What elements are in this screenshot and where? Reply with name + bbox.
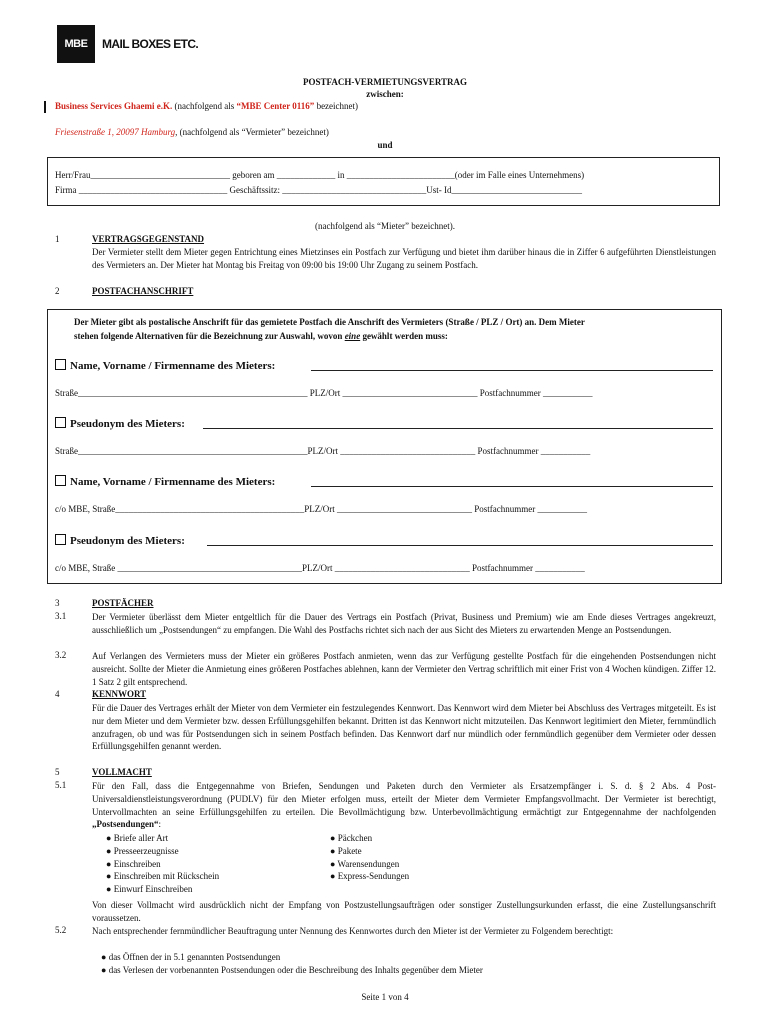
mbe-logo-text: MAIL BOXES ETC. bbox=[102, 37, 199, 51]
section-title: VOLLMACHT bbox=[92, 767, 152, 777]
tenant-line-company[interactable]: Firma _________________________________ Geschäftssitz: ________________________________Ust- Id_____________________________ bbox=[55, 185, 582, 195]
box-intro-line2: stehen folgende Alternativen für die Bezeichnung zur Auswahl, wovon eine gewählt werden muss: bbox=[74, 331, 448, 341]
page-number: Seite 1 von 4 bbox=[361, 992, 409, 1002]
section-number: 3 bbox=[55, 598, 60, 608]
and-label: und bbox=[377, 140, 393, 150]
tenant-line-person[interactable]: Herr/Frau_______________________________ geboren am _____________ in ________________________(oder im Falle eines Unternehmens) bbox=[55, 170, 585, 180]
center-id: “MBE Center 0116” bbox=[236, 101, 315, 111]
option-name-co-checkbox-row[interactable]: Name, Vorname / Firmenname des Mieters: bbox=[55, 475, 275, 488]
subsection-text: Für den Fall, dass die Entgegennahme von Briefen, Sendungen und Paketen durch den Vermieter als Ersatzempfänger i. S. d. § 2 Abs. 4 Post-Universaldienstleistungsverordnung (PUDLV) für den Mieter erfolgen muss, erteilt der Mieter dem Vermieter Empfangsvollmacht. Der Vermieter ist berechtigt, Untervollmachten an seine Erfüllungsgehilfen zu erteilen. Die Bevollmächtigung bzw. Unterbevollmächtigung ermächtigt zur Entgegennahme der nachfolgenden „Postsendungen“: bbox=[92, 781, 716, 830]
checkbox[interactable] bbox=[55, 359, 66, 370]
checkbox[interactable] bbox=[55, 475, 66, 486]
section-number: 1 bbox=[55, 234, 60, 244]
mbe-logo-mark: MBE bbox=[57, 25, 95, 63]
section-title: POSTFACHANSCHRIFT bbox=[92, 286, 194, 296]
section-title: POSTFÄCHER bbox=[92, 598, 154, 608]
section-title: VERTRAGSGEGENSTAND bbox=[92, 234, 205, 244]
checkbox[interactable] bbox=[55, 534, 66, 545]
contract-title: POSTFACH-VERMIETUNGSVERTRAG bbox=[302, 77, 468, 87]
list-item: ● Päckchen bbox=[330, 833, 373, 843]
list-item: ● Einschreiben mit Rückschein bbox=[106, 871, 220, 882]
list-item: ● das Öffnen der in 5.1 genannten Postsendungen bbox=[101, 952, 281, 962]
option-pseudonym-checkbox-row[interactable]: Pseudonym des Mieters: bbox=[55, 417, 185, 430]
address-line[interactable]: c/o MBE, Straße__________________________________________PLZ/Ort ______________________________ Postfachnummer ___________ bbox=[55, 504, 587, 514]
address-line[interactable]: Straße___________________________________________________ PLZ/Ort ______________________________ Postfachnummer ___________ bbox=[55, 388, 593, 398]
subsection-number: 5.1 bbox=[55, 780, 67, 790]
fill-line[interactable] bbox=[207, 545, 713, 546]
subsection-text: Nach entsprechender fernmündlicher Beauftragung unter Nennung des Kennwortes durch den Mieter ist der Vermieter zu Folgendem berechtigt: bbox=[92, 926, 614, 936]
section-text: Der Vermieter stellt dem Mieter gegen Entrichtung eines Mietzinses ein Postfach zur Verfügung und bietet ihm darüber hinaus die in Ziffer 6 aufgeführten Dienstleistungen des Vermieters an. Der Mieter hat Montag bis Freitag von 09:00 bis 19:00 Uhr Zugang zu seinem Postfach. bbox=[92, 247, 716, 270]
change-bar bbox=[44, 101, 46, 113]
tenant-note: (nachfolgend als “Mieter” bezeichnet). bbox=[315, 221, 455, 231]
section-number: 2 bbox=[55, 286, 60, 296]
box-intro-line1: Der Mieter gibt als postalische Anschrift für das gemietete Postfach die Anschrift des Vermieters (Straße / PLZ / Ort) an. Dem Mieter bbox=[74, 317, 585, 327]
delivery-types-right bbox=[330, 832, 409, 883]
fill-line[interactable] bbox=[311, 370, 713, 371]
address-line[interactable]: Straße___________________________________________________PLZ/Ort ______________________________ Postfachnummer ___________ bbox=[55, 446, 591, 456]
fill-line[interactable] bbox=[203, 428, 713, 429]
section-title: KENNWORT bbox=[92, 689, 147, 699]
landlord-address-line: Friesenstraße 1, 20097 Hamburg, (nachfolgend als “Vermieter” bezeichnet) bbox=[55, 127, 329, 137]
party-landlord-line: Business Services Ghaemi e.K. (nachfolgend als “MBE Center 0116” bezeichnet) bbox=[55, 101, 359, 111]
landlord-address: Friesenstraße 1, 20097 Hamburg bbox=[55, 127, 176, 137]
checkbox[interactable] bbox=[55, 417, 66, 428]
subsection-text: Von dieser Vollmacht wird ausdrücklich nicht der Empfang von Postzustellungsaufträgen oder sonstiger Zustellungsurkunden erfasst, die eine Zustellungsanschrift voraussetzen. bbox=[92, 900, 716, 923]
subsection-text: Auf Verlangen des Vermieters muss der Mieter ein größeres Postfach anmieten, wenn das zur Verfügung gestellte Postfach für die eingehenden Postsendungen nicht ausreicht. Sollte der Mieter die Anmietung eines größeren Postfaches ablehnen, kann der Vermieter den Vertrag schriftlich mit einer Frist von 4 Wochen kündigen. Ziffer 12. 1 Satz 2 gilt entsprechend. bbox=[92, 651, 716, 687]
option-pseudonym-co-checkbox-row[interactable]: Pseudonym des Mieters: bbox=[55, 534, 185, 547]
between-label: zwischen: bbox=[366, 89, 404, 99]
list-item: ● Briefe aller Art bbox=[106, 833, 169, 843]
fill-line[interactable] bbox=[311, 486, 713, 487]
list-item: ● Warensendungen bbox=[330, 858, 400, 869]
list-item: ● Einschreiben bbox=[106, 858, 161, 869]
delivery-types-left bbox=[106, 832, 219, 896]
address-line[interactable]: c/o MBE, Straße _________________________________________PLZ/Ort ______________________________ Postfachnummer ___________ bbox=[55, 563, 585, 573]
subsection-number: 5.2 bbox=[55, 925, 67, 935]
list-item: ● das Verlesen der vorbenannten Postsendungen oder die Beschreibung des Inhalts gegenüber dem Mieter bbox=[101, 964, 483, 975]
list-item: ● Pakete bbox=[330, 845, 362, 856]
landlord-name: Business Services Ghaemi e.K. bbox=[55, 101, 173, 111]
list-item: ● Express-Sendungen bbox=[330, 871, 410, 882]
tenant-box bbox=[47, 157, 720, 206]
subsection-number: 3.1 bbox=[55, 611, 67, 621]
subsection-text: Der Vermieter überlässt dem Mieter entgeltlich für die Dauer des Vertrags ein Postfach (Privat, Business und Premium) wie am Ende dieses Vertrages angekreuzt, ausschließlich um „Postsendungen“ zu empfangen. Die Wahl des Postfachs richtet sich nach der aus Sicht des Mieters zu erwartenden Menge an Postsendungen. bbox=[92, 612, 716, 635]
subsection-number: 3.2 bbox=[55, 650, 67, 660]
section-number: 4 bbox=[55, 689, 60, 699]
option-name-checkbox-row[interactable]: Name, Vorname / Firmenname des Mieters: bbox=[55, 359, 275, 372]
section-text: Für die Dauer des Vertrages erhält der Mieter von dem Vermieter ein festzulegendes Kennwort. Das Kennwort wird dem Mieter bei Abschluss des Vertrages mitgeteilt. Es ist nur dem Mieter und dem Vermieter bzw. dessen Erfüllungsgehilfen bekannt. Dritten ist das Kennwort nicht mitzuteilen. Das Kennwort legitimiert den Mieter, fernmündlich anzufragen, ob und was für Postsendungen sich in seinem Postfach befinden. Das Kennwort darf nur mündlich oder fernmündlich gegenüber dem Vermieter oder dessen Erfüllungsgehilfen genannt werden. bbox=[92, 703, 716, 752]
list-item: ● Presseerzeugnisse bbox=[106, 845, 179, 856]
list-item: ● Einwurf Einschreiben bbox=[106, 884, 193, 895]
section-number: 5 bbox=[55, 767, 60, 777]
authorization-list bbox=[101, 951, 483, 977]
